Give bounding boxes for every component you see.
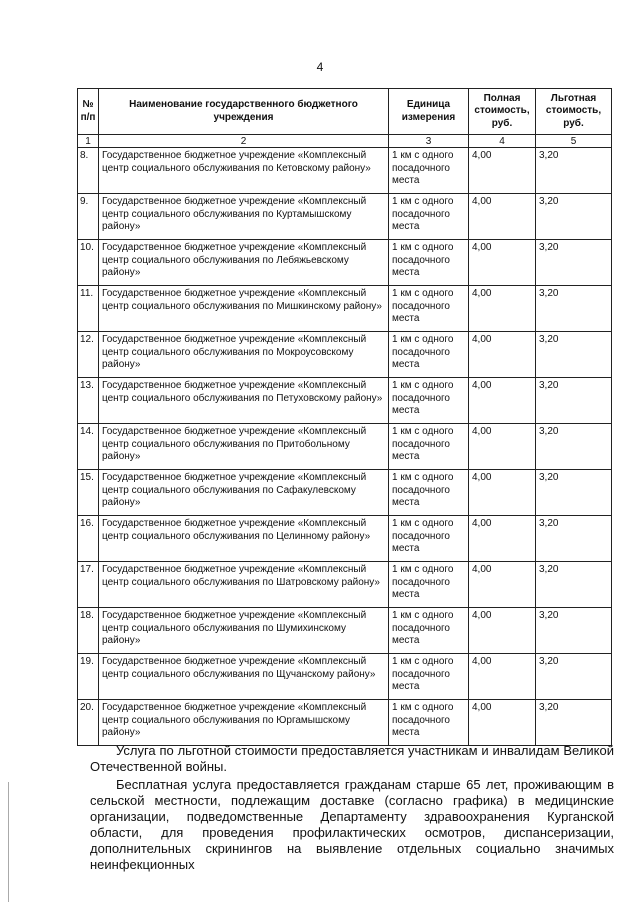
cell-unit: 1 км с одного посадочного места (389, 286, 469, 332)
cell-unit: 1 км с одного посадочного места (389, 148, 469, 194)
cell-discount-price: 3,20 (536, 516, 612, 562)
cell-num: 19. (78, 654, 99, 700)
cell-num: 15. (78, 470, 99, 516)
cell-unit: 1 км с одного посадочного места (389, 608, 469, 654)
cell-discount-price: 3,20 (536, 470, 612, 516)
cell-unit: 1 км с одного посадочного места (389, 194, 469, 240)
cell-full-price: 4,00 (469, 148, 536, 194)
cell-unit: 1 км с одного посадочного места (389, 516, 469, 562)
cell-discount-price: 3,20 (536, 286, 612, 332)
table-row (78, 700, 612, 746)
table-row (78, 562, 612, 608)
cell-discount-price: 3,20 (536, 424, 612, 470)
cell-full-price: 4,00 (469, 608, 536, 654)
header-full-price: Полная стоимость, руб. (469, 89, 536, 135)
cell-full-price: 4,00 (469, 654, 536, 700)
cell-num: 17. (78, 562, 99, 608)
cell-unit: 1 км с одного посадочного места (389, 654, 469, 700)
cell-full-price: 4,00 (469, 700, 536, 746)
page-number: 4 (316, 60, 324, 74)
cell-num: 11. (78, 286, 99, 332)
cell-discount-price: 3,20 (536, 562, 612, 608)
cell-institution-name: Государственное бюджетное учреждение «Комплексный центр социального обслуживания по Юргамышскому району» (99, 700, 389, 746)
notes (90, 743, 614, 873)
cell-num: 8. (78, 148, 99, 194)
cell-full-price: 4,00 (469, 470, 536, 516)
cell-institution-name: Государственное бюджетное учреждение «Комплексный центр социального обслуживания по Петуховскому району» (99, 378, 389, 424)
cell-institution-name: Государственное бюджетное учреждение «Комплексный центр социального обслуживания по Кетовскому району» (99, 148, 389, 194)
cell-full-price: 4,00 (469, 194, 536, 240)
cell-discount-price: 3,20 (536, 700, 612, 746)
column-index-row (78, 135, 612, 148)
cell-institution-name: Государственное бюджетное учреждение «Комплексный центр социального обслуживания по Целинному району» (99, 516, 389, 562)
header-discount-price: Льготная стоимость, руб. (536, 89, 612, 135)
cell-discount-price: 3,20 (536, 194, 612, 240)
cell-full-price: 4,00 (469, 516, 536, 562)
table-row (78, 148, 612, 194)
cell-institution-name: Государственное бюджетное учреждение «Комплексный центр социального обслуживания по Шатровскому району» (99, 562, 389, 608)
cell-num: 10. (78, 240, 99, 286)
cell-num: 9. (78, 194, 99, 240)
cell-institution-name: Государственное бюджетное учреждение «Комплексный центр социального обслуживания по Притобольному району» (99, 424, 389, 470)
table-row (78, 240, 612, 286)
cell-institution-name: Государственное бюджетное учреждение «Комплексный центр социального обслуживания по Лебяжьевскому району» (99, 240, 389, 286)
cell-full-price: 4,00 (469, 378, 536, 424)
cell-discount-price: 3,20 (536, 332, 612, 378)
cell-discount-price: 3,20 (536, 608, 612, 654)
column-index: 2 (99, 135, 389, 148)
column-index: 1 (78, 135, 99, 148)
column-index: 5 (536, 135, 612, 148)
table-row (78, 378, 612, 424)
cell-institution-name: Государственное бюджетное учреждение «Комплексный центр социального обслуживания по Куртамышскому району» (99, 194, 389, 240)
cell-discount-price: 3,20 (536, 378, 612, 424)
cell-unit: 1 км с одного посадочного места (389, 562, 469, 608)
cell-unit: 1 км с одного посадочного места (389, 424, 469, 470)
table-row (78, 516, 612, 562)
table-row (78, 470, 612, 516)
cell-full-price: 4,00 (469, 286, 536, 332)
note-paragraph: Бесплатная услуга предоставляется гражданам старше 65 лет, проживающим в сельской местности, подлежащим доставке (согласно графика) в медицинские организации, подведомственные Департаменту здравоохранения Курганской области, для проведения профилактических осмотров, диспансеризации, дополнительных скринингов на выявление отдельных социально значимых неинфекционных (90, 777, 614, 872)
cell-full-price: 4,00 (469, 424, 536, 470)
cell-institution-name: Государственное бюджетное учреждение «Комплексный центр социального обслуживания по Мишкинскому району» (99, 286, 389, 332)
cell-unit: 1 км с одного посадочного места (389, 470, 469, 516)
cell-institution-name: Государственное бюджетное учреждение «Комплексный центр социального обслуживания по Щучанскому району» (99, 654, 389, 700)
margin-line (8, 782, 9, 902)
table-row (78, 332, 612, 378)
cell-discount-price: 3,20 (536, 148, 612, 194)
tariff-table (77, 88, 612, 746)
table-row (78, 654, 612, 700)
cell-discount-price: 3,20 (536, 240, 612, 286)
cell-discount-price: 3,20 (536, 654, 612, 700)
cell-num: 13. (78, 378, 99, 424)
cell-unit: 1 км с одного посадочного места (389, 240, 469, 286)
column-index: 4 (469, 135, 536, 148)
cell-num: 12. (78, 332, 99, 378)
cell-full-price: 4,00 (469, 562, 536, 608)
table-row (78, 424, 612, 470)
table-row (78, 608, 612, 654)
cell-unit: 1 км с одного посадочного места (389, 378, 469, 424)
cell-institution-name: Государственное бюджетное учреждение «Комплексный центр социального обслуживания по Мокроусовскому району» (99, 332, 389, 378)
cell-unit: 1 км с одного посадочного места (389, 332, 469, 378)
table-header-row (78, 89, 612, 135)
header-num: № п/п (78, 89, 99, 135)
header-unit: Единица измерения (389, 89, 469, 135)
cell-institution-name: Государственное бюджетное учреждение «Комплексный центр социального обслуживания по Сафакулевскому району» (99, 470, 389, 516)
header-name: Наименование государственного бюджетного учреждения (99, 89, 389, 135)
cell-unit: 1 км с одного посадочного места (389, 700, 469, 746)
cell-num: 14. (78, 424, 99, 470)
cell-institution-name: Государственное бюджетное учреждение «Комплексный центр социального обслуживания по Шумихинскому району» (99, 608, 389, 654)
cell-num: 16. (78, 516, 99, 562)
cell-num: 18. (78, 608, 99, 654)
cell-num: 20. (78, 700, 99, 746)
column-index: 3 (389, 135, 469, 148)
table-row (78, 194, 612, 240)
cell-full-price: 4,00 (469, 240, 536, 286)
table-row (78, 286, 612, 332)
cell-full-price: 4,00 (469, 332, 536, 378)
note-paragraph: Услуга по льготной стоимости предоставляется участникам и инвалидам Великой Отечественной войны. (90, 743, 614, 774)
